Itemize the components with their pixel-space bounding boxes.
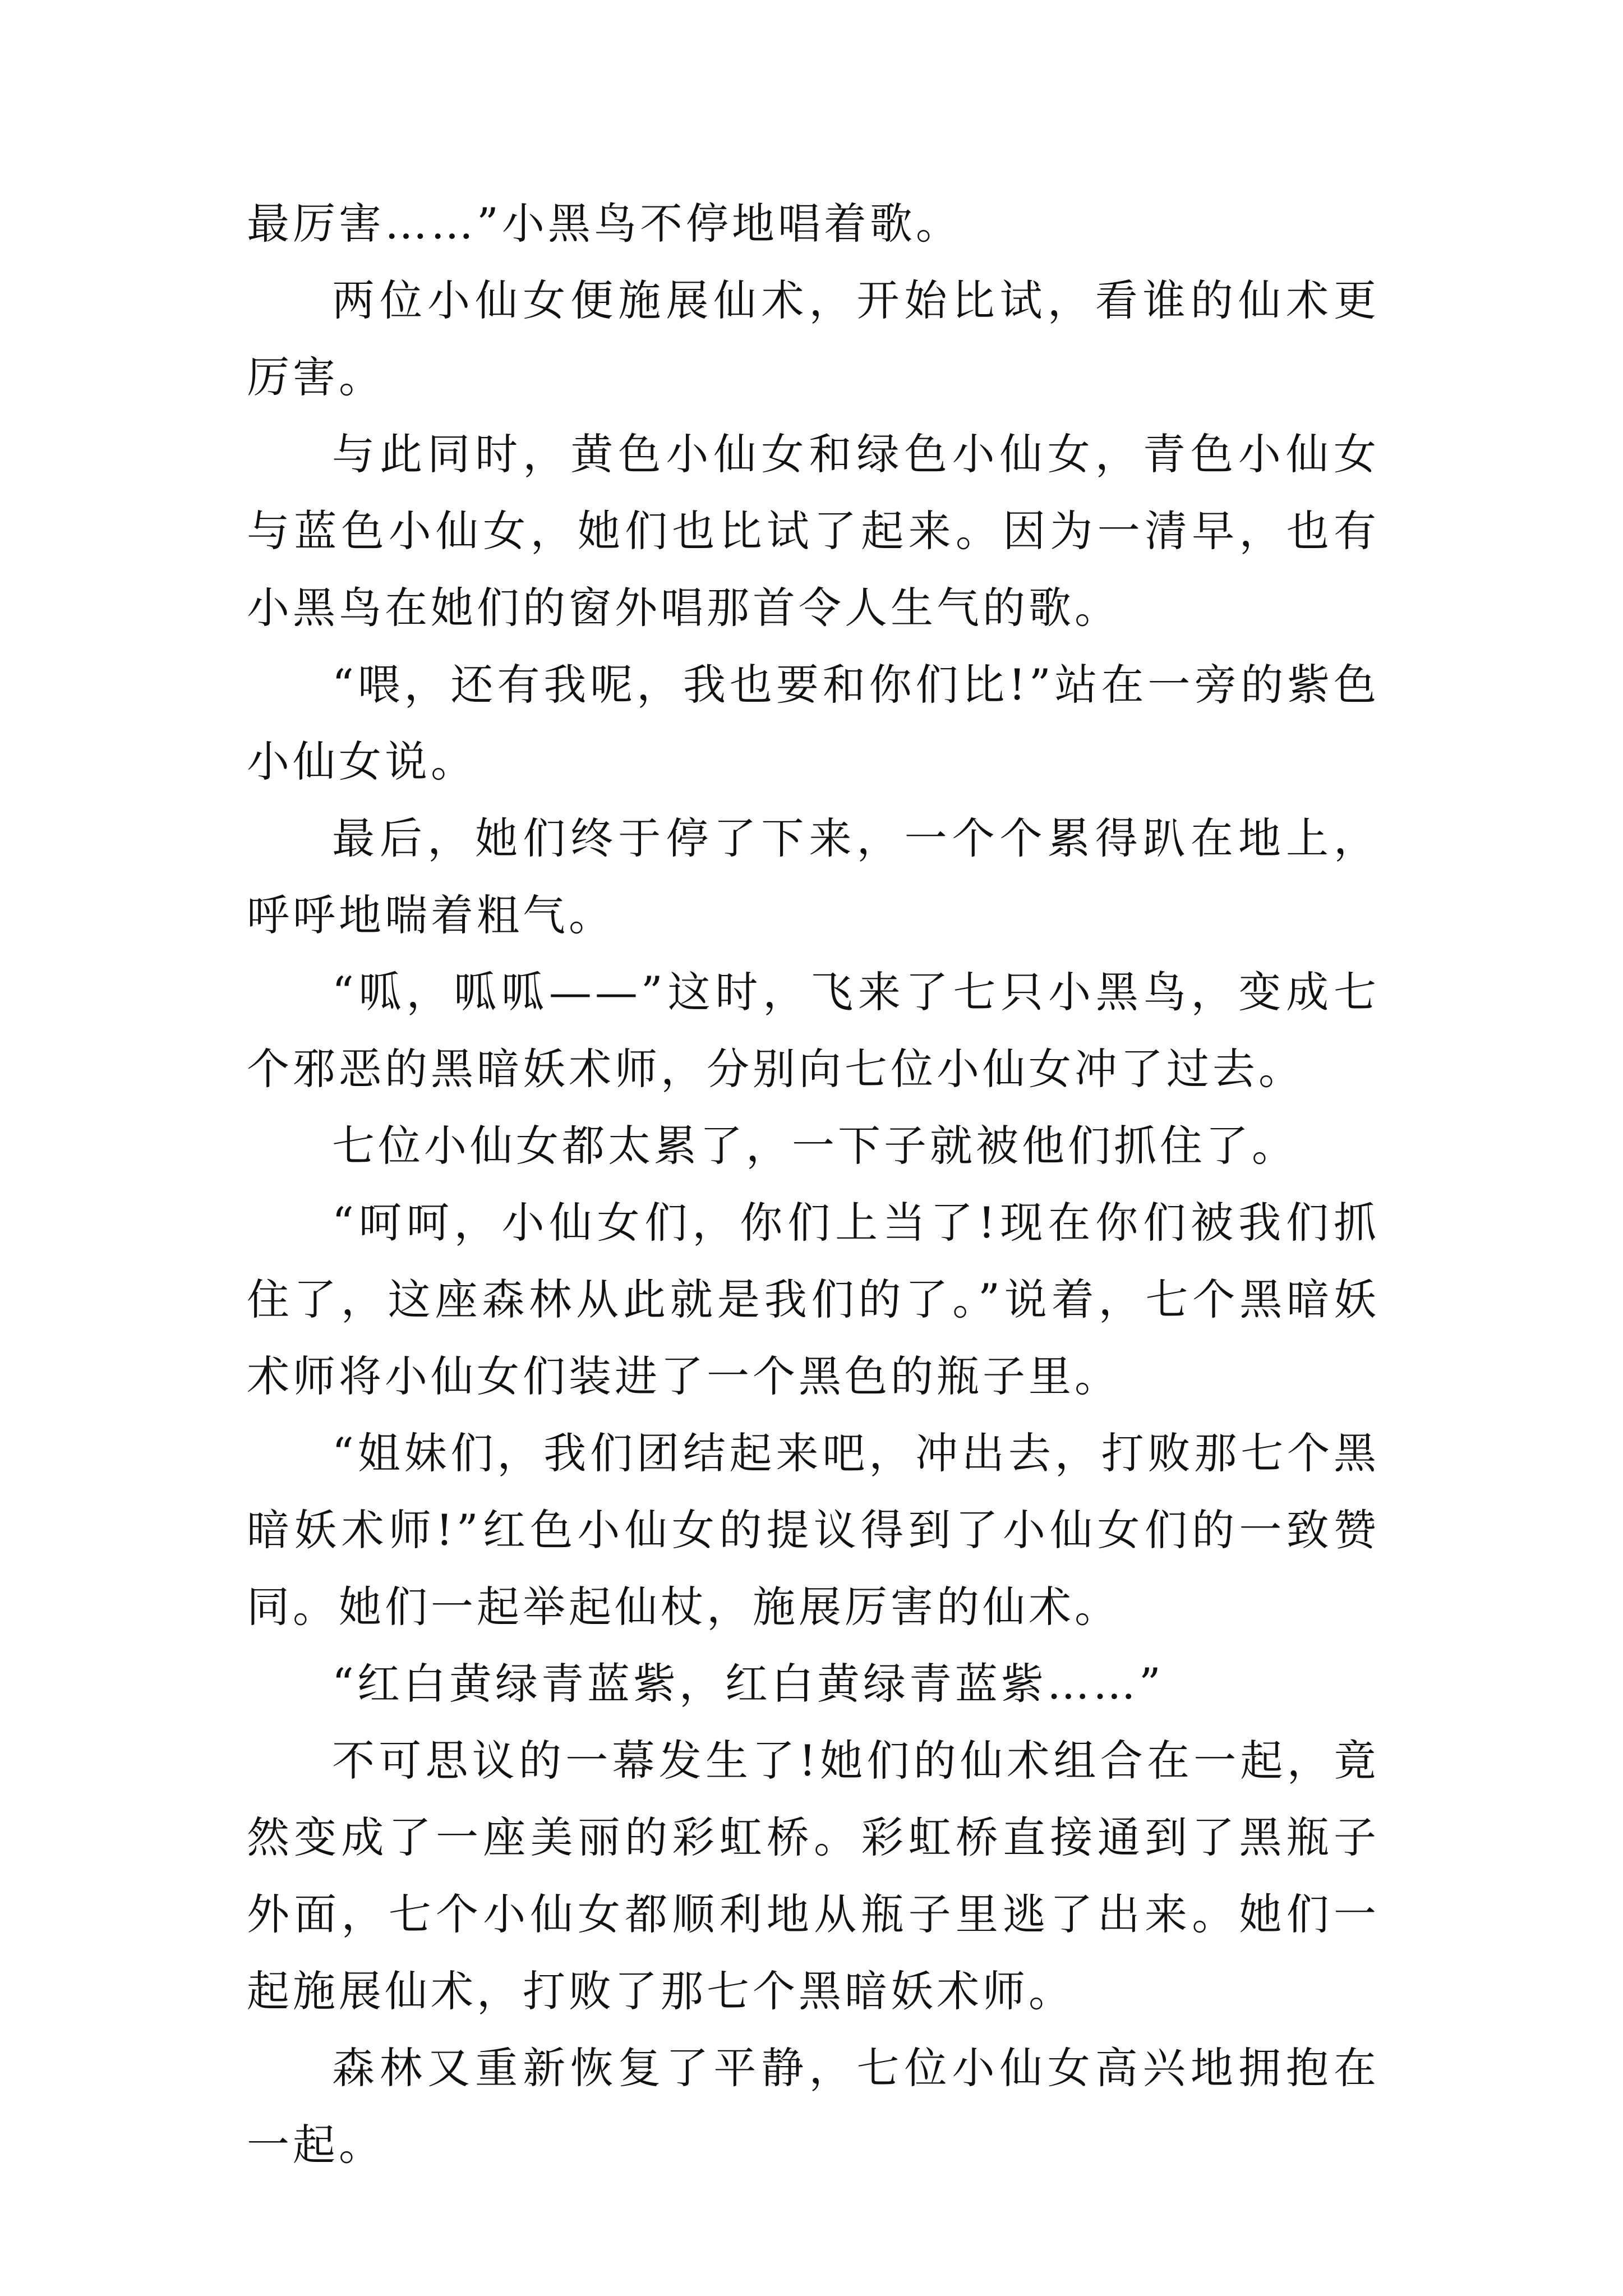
paragraph-10: “红白黄绿青蓝紫，红白黄绿青蓝紫……” [332,1659,1164,1709]
paragraph-4: “喂，还有我呢，我也要和你们比!”站在一旁的紫色小仙女说。 [247,660,1380,786]
paragraph-8: “呵呵，小仙女们，你们上当了!现在你们被我们抓住了，这座森林从此就是我们的了。”说着，七个黑暗妖术师将小仙女们装进了一个黑色的瓶子里。 [247,1198,1380,1401]
paragraph-2: 两位小仙女便施展仙术，开始比试，看谁的仙术更厉害。 [247,275,1380,402]
story-text [247,185,1380,2183]
paragraph-3: 与此同时，黄色小仙女和绿色小仙女，青色小仙女与蓝色小仙女，她们也比试了起来。因为一清早，也有小黑鸟在她们的窗外唱那首令人生气的歌。 [247,429,1380,633]
paragraph-6: “呱，呱呱——”这时，飞来了七只小黑鸟，变成七个邪恶的黑暗妖术师，分别向七位小仙女冲了过去。 [247,967,1380,1094]
paragraph-9: “姐妹们，我们团结起来吧，冲出去，打败那七个黑暗妖术师!”红色小仙女的提议得到了小仙女们的一致赞同。她们一起举起仙杖，施展厉害的仙术。 [247,1428,1380,1632]
paragraph-12: 森林又重新恢复了平静，七位小仙女高兴地拥抱在一起。 [247,2043,1380,2170]
paragraph-7: 七位小仙女都太累了，一下子就被他们抓住了。 [332,1121,1298,1171]
paragraph-5: 最后，她们终于停了下来，一个个累得趴在地上，呼呼地喘着粗气。 [247,813,1380,940]
paragraph-1: 最厉害……”小黑鸟不停地唱着歌。 [247,199,962,249]
paragraph-11: 不可思议的一幕发生了!她们的仙术组合在一起，竟然变成了一座美丽的彩虹桥。彩虹桥直接通到了黑瓶子外面，七个小仙女都顺利地从瓶子里逃了出来。她们一起施展仙术，打败了那七个黑暗妖术师。 [247,1736,1380,2016]
